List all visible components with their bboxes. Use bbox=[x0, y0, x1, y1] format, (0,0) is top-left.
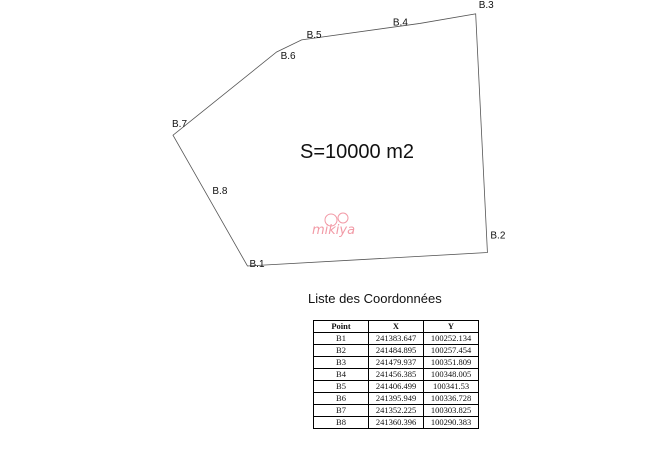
coordinates-title: Liste des Coordonnées bbox=[308, 291, 442, 306]
table-row bbox=[314, 369, 479, 381]
cell-point: B6 bbox=[314, 393, 369, 405]
cell-y: 100257.454 bbox=[424, 345, 479, 357]
cell-x: 241383.647 bbox=[369, 333, 424, 345]
cell-y: 100336.728 bbox=[424, 393, 479, 405]
cell-y: 100348.005 bbox=[424, 369, 479, 381]
cell-x: 241352.225 bbox=[369, 405, 424, 417]
table-row bbox=[314, 345, 479, 357]
vertex-label: B.6 bbox=[280, 51, 296, 62]
cell-y: 100351.809 bbox=[424, 357, 479, 369]
cell-point: B5 bbox=[314, 381, 369, 393]
table-row bbox=[314, 405, 479, 417]
vertex-label: B.1 bbox=[249, 259, 265, 270]
vertex-label: B.4 bbox=[392, 17, 408, 29]
cell-x: 241395.949 bbox=[369, 393, 424, 405]
column-header-point: Point bbox=[314, 321, 369, 333]
cell-point: B2 bbox=[314, 345, 369, 357]
cell-x: 241484.895 bbox=[369, 345, 424, 357]
watermark-text: mikiya bbox=[312, 223, 356, 238]
cell-x: 241406.499 bbox=[369, 381, 424, 393]
vertex-label: B.5 bbox=[306, 29, 322, 41]
cell-point: B7 bbox=[314, 405, 369, 417]
table-row bbox=[314, 381, 479, 393]
vertex-label: B.7 bbox=[172, 119, 188, 131]
cell-y: 100341.53 bbox=[424, 381, 479, 393]
cell-x: 241479.937 bbox=[369, 357, 424, 369]
cell-point: B4 bbox=[314, 369, 369, 381]
column-header-y: Y bbox=[424, 321, 479, 333]
column-header-x: X bbox=[369, 321, 424, 333]
cell-x: 241360.396 bbox=[369, 417, 424, 429]
vertex-label: B.8 bbox=[212, 186, 228, 198]
coordinates-table bbox=[313, 320, 479, 429]
cell-y: 100252.134 bbox=[424, 333, 479, 345]
cell-y: 100290.383 bbox=[424, 417, 479, 429]
cell-point: B8 bbox=[314, 417, 369, 429]
cell-point: B1 bbox=[314, 333, 369, 345]
vertex-label: B.2 bbox=[490, 230, 506, 242]
vertex-label: B.3 bbox=[478, 0, 494, 11]
cell-y: 100303.825 bbox=[424, 405, 479, 417]
cell-x: 241456.385 bbox=[369, 369, 424, 381]
table-row bbox=[314, 357, 479, 369]
table-row bbox=[314, 333, 479, 345]
area-label: S=10000 m2 bbox=[300, 141, 414, 163]
cell-point: B3 bbox=[314, 357, 369, 369]
watermark-logo bbox=[312, 213, 355, 238]
table-header-row bbox=[314, 321, 479, 333]
table-row bbox=[314, 417, 479, 429]
table-row bbox=[314, 393, 479, 405]
